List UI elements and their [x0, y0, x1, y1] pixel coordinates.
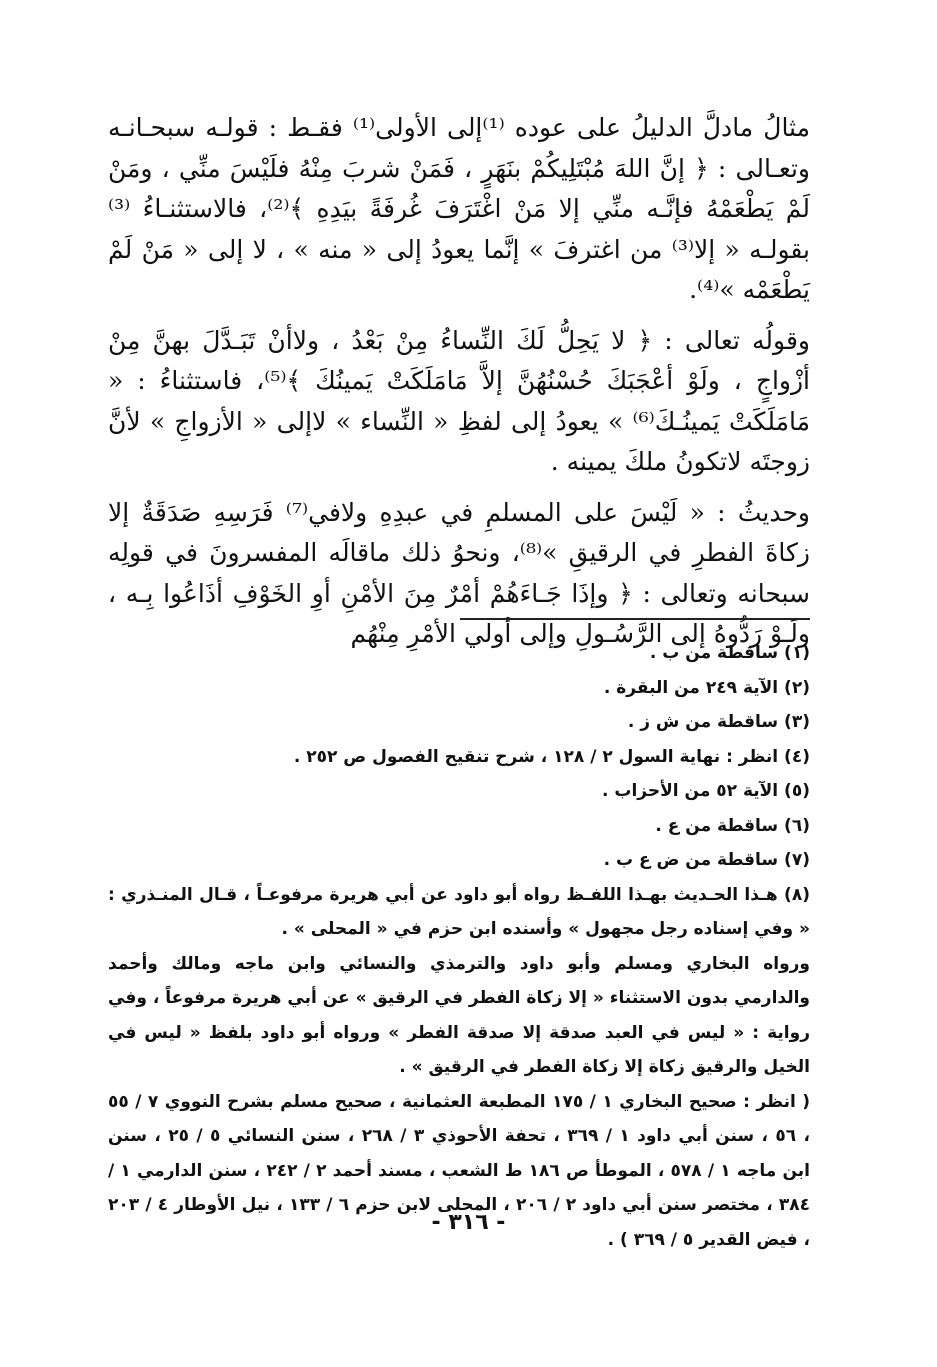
footnote-1: (١) ساقطة من ب .: [649, 643, 810, 663]
footnote-8: (٨) هـذا الحـديث بهـذا اللفـظ رواه أبو داود عن أبي هريرة مرفوعـاً ، قـال المنـذري : « وفي إسناده رجل مجهول » وأسنده ابن حزم في « المحلى » .: [108, 884, 810, 939]
footnote-8-references: ( انظر : صحيح البخاري ١ / ١٧٥ المطبعة العثمانية ، صحيح مسلم بشرح النووي ٧ / ٥٥ ، ٥٦ ، سنن أبي داود ١ / ٣٦٩ ، تحفة الأحوذي ٣ / ٢٦٨ ، سنن النسائي ٥ / ٢٥ ، سنن ابن ماجه ١ / ٥٧٨ ، الموطأ ص ١٨٦ ط الشعب ، مسند أحمد ٢ / ٢٤٢ ، سنن الدارمي ١ / ٣٨٤ ، مختصر سنن أبي داود ٢ / ٢٠٦ ، المحلى لابن حزم ٦ / ١٣٣ ، نيل الأوطار ٤ / ٢٠٣ ، فيض القدير ٥ / ٣٦٩ ) .: [108, 1091, 811, 1250]
footnote-8-continuation: ورواه البخاري ومسلم وأبو داود والترمذي والنسائي وابن ماجه ومالك وأحمد والدارمي بدون الاستثناء « إلا زكاة الفطر في الرقيق » عن أبي هريرة مرفوعاً ، وفي رواية : « ليس في العبد صدقة إلا صدقة الفطر » ورواه أبو داود بلفظ « ليس في الخيل والرقيق زكاة إلا زكاة الفطر في الرقيق » .: [108, 953, 810, 1077]
footnote-4: (٤) انظر : نهاية السول ٢ / ١٢٨ ، شرح تنقيح الفصول ص ٢٥٢ .: [293, 746, 810, 767]
main-text: [108, 108, 810, 655]
footnote-2: (٢) الآية ٢٤٩ من البقرة .: [603, 677, 810, 698]
paragraph-hadith: وحديثُ : « لَيْسَ على المسلمِ في عبدِهِ ولافي⁽⁷⁾ فَرَسِهِ صَدَقَةٌ إلا زكاةَ الفطرِ في الرقيقِ »⁽⁸⁾، ونحوُ ذلك ماقالَه المفسرونَ في قولِه سبحانه وتعالى : ﴿ وإذَا جَـاءَهُمْ أمْرٌ مِنَ الأمْنِ أوِ الخَوْفِ أذَاعُوا بِـه ، ولَـوْ رَدُّوهُ إلى الرَّسُـولِ وإلى أولي الأمْرِ مِنْهُم: [108, 497, 811, 648]
paragraph-example-verse: مثالُ مادلَّ الدليلُ على عوده ⁽¹⁾إلى الأولى⁽¹⁾ فقـط : قولـه سبحـانـه وتعـالى : ﴿ إنَّ اللهَ مُبْتَلِيكُمْ بنَهَرٍ ، فَمَنْ شربَ مِنْهُ فلَيْسَ منِّي ، ومَنْ لَمْ يَطْعَمْهُ فإنَّـه منِّي إلا مَنْ اغْتَرَفَ غُرفَةً بيَدِهِ ﴾⁽²⁾، فالاستثنـاءُ ⁽³⁾بقولـه « إلا⁽³⁾ من اغترفَ » إنَّما يعودُ إلى « منه » ، لا إلى « مَنْ لَمْ يَطْعَمْه »⁽⁴⁾.: [108, 113, 810, 304]
footnote-6: (٦) ساقطة من ع .: [655, 815, 810, 836]
footnote-3: (٣) ساقطة من ش ز .: [627, 712, 810, 732]
paragraph-second-verse: وقولُه تعالى : ﴿ لا يَحِلُّ لَكَ النِّساءُ مِنْ بَعْدُ ، ولاأنْ تَبَـدَّلَ بهنَّ مِنْ أزْواجٍ ، ولَوْ أعْجَبَكَ حُسْنُهُنَّ إلاَّ مَامَلَكَتْ يَمينُكَ ﴾⁽⁵⁾، فاستثناءُ : « مَامَلَكَتْ يَمينُـكَ⁽⁶⁾ » يعودُ إلى لفظِ « النِّساء » لاإلى « الأزواجِ » لأنَّ زوجتَه لاتكونُ ملكَ يمينه .: [108, 325, 810, 476]
footnotes: [108, 636, 810, 1257]
page-number: - ٣١٦ -: [431, 1210, 506, 1235]
footnote-7: (٧) ساقطة من ض ع ب .: [603, 850, 810, 870]
footnote-divider: [460, 618, 810, 620]
footnote-5: (٥) الآية ٥٢ من الأحزاب .: [602, 781, 810, 801]
